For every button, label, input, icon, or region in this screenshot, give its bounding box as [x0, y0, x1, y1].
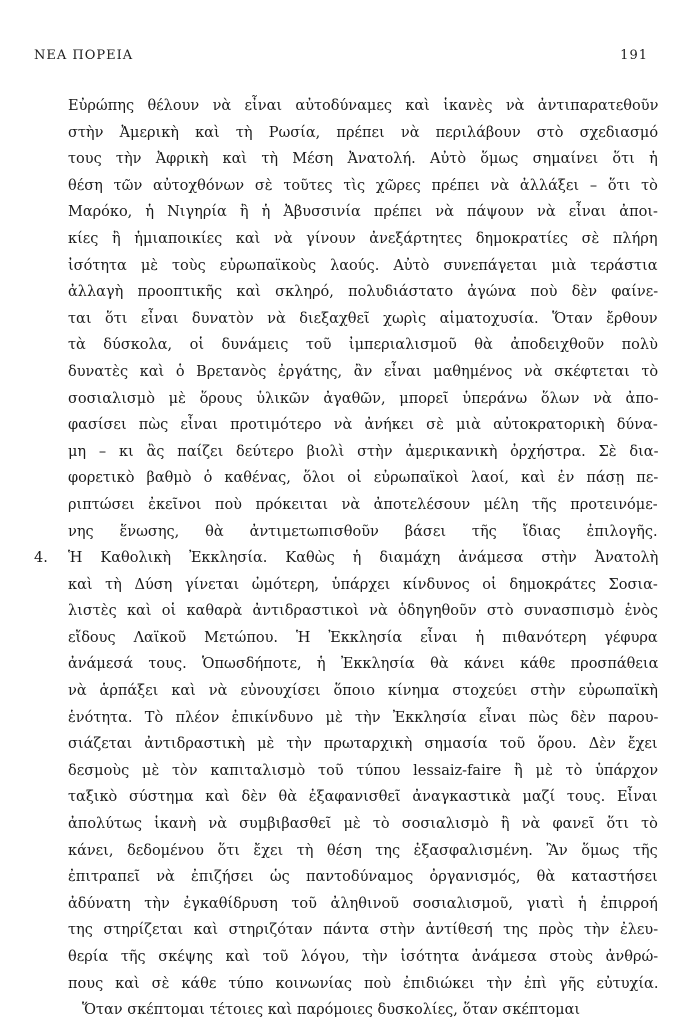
text-line: σοσιαλισμὸ μὲ ὅρους ὑλικῶν ἀγαθῶν, μπορεῖ ὑπεράνω ὅλων νὰ ἀπο-	[68, 390, 659, 407]
list-item-4	[34, 545, 659, 997]
text-line: τους τὴν Ἀφρικὴ καὶ τὴ Μέση Ἀνατολή. Αὐτὸ ὅμως σημαίνει ὅτι ἡ	[68, 151, 658, 168]
text-line: ται ὅτι εἶναι δυνατὸν νὰ διεξαχθεῖ χωρὶς αἱματοχυσία. Ὅταν ἔρθουν	[68, 310, 658, 327]
text-line: φασίσει πὼς εἶναι προτιμότερο νὰ ἀνήκει σὲ μιὰ αὐτοκρατορικὴ δύνα-	[68, 417, 658, 434]
text-line: ἀδύνατη τὴν ἐγκαθίδρυση τοῦ ἀληθινοῦ σοσιαλισμοῦ, γιατὶ ἡ ἐπιρροή	[68, 895, 658, 912]
text-line: δεσμοὺς μὲ τὸν καπιταλισμὸ τοῦ τύπου lessaiz-faire ἢ μὲ τὸ ὑπάρχον	[68, 762, 659, 779]
text-line: θερία τῆς σκέψης καὶ τοῦ λόγου, τὴν ἰσότητα ἀνάμεσα στοὺς ἀνθρώ-	[68, 949, 659, 965]
text-line: Εὐρώπης θέλουν νὰ εἶναι αὐτοδύναμες καὶ ἱκανὲς νὰ ἀντιπαρατεθοῦν	[68, 98, 659, 114]
text-line: θέση τῶν αὐτοχθόνων σὲ τοῦτες τὶς χῶρες πρέπει νὰ ἀλλάξει – ὅτι τὸ	[68, 177, 658, 194]
text-line: Ὅταν σκέπτομαι τέτοιες καὶ παρόμοιες δυσκολίες, ὅταν σκέπτομαι	[82, 1002, 581, 1019]
text-line: Μαρόκο, ἡ Νιγηρία ἢ ἡ Ἀβυσσινία πρέπει νὰ πάψουν νὰ εἶναι ἀποι-	[68, 204, 658, 221]
text-line: ἀνάμεσά τους. Ὁπωσδήποτε, ἡ Ἐκκλησία θὰ κάνει κάθε προσπάθεια	[68, 656, 659, 673]
running-header	[34, 48, 648, 63]
text-line: Ἡ Καθολικὴ Ἐκκλησία. Καθὼς ἡ διαμάχη ἀνάμεσα στὴν Ἀνατολὴ	[68, 550, 659, 567]
text-line: νὰ ἁρπάξει καὶ νὰ εὐνουχίσει ὅποιο κίνημα στοχεύει στὴν εὐρωπαϊκὴ	[68, 683, 658, 700]
text-line: ἰσότητα μὲ τοὺς εὐρωπαϊκοὺς λαούς. Αὐτὸ συνεπάγεται μιὰ τεράστια	[68, 257, 658, 274]
text-line: ἑνότητα. Τὸ πλέον ἐπικίνδυνο μὲ τὴν Ἐκκλησία εἶναι πὼς δὲν παρου-	[68, 709, 659, 726]
text-line: δυνατὲς καὶ ὁ Βρετανὸς ἐργάτης, ἂν εἶναι μαθημένος νὰ σκέφτεται τὸ	[68, 363, 659, 380]
text-line: νης ἕνωσης, θὰ ἀντιμετωπισθοῦν βάσει τῆς ἴδιας ἐπιλογῆς.	[68, 523, 658, 540]
text-line: μη – κι ἂς παίζει δεύτερο βιολὶ στὴν ἀμερικανικὴ ὀρχήστρα. Σὲ δια-	[68, 443, 659, 460]
text-line: κίες ἢ ἡμιαποικίες καὶ νὰ γίνουν ἀνεξάρτητες δημοκρατίες σὲ πλήρη	[68, 230, 658, 247]
text-line: φορετικὸ βαθμὸ ὁ καθένας, ὅλοι οἱ εὐρωπαϊκοὶ λαοί, καὶ ἐν πάσῃ πε-	[68, 470, 659, 487]
text-line: ταξικὸ σύστημα καὶ δὲν θὰ ἐξαφανισθεῖ ἀναγκαστικὰ μαζί τους. Εἶναι	[68, 789, 658, 806]
text-line: πους καὶ σὲ κάθε τύπο κοινωνίας ποὺ ἐπιδιώκει τὴν ἐπὶ γῆς εὐτυχία.	[68, 975, 659, 992]
text-line: στὴν Ἀμερικὴ καὶ τὴ Ρωσία, πρέπει νὰ περιλάβουν στὸ σχεδιασμό	[68, 124, 659, 141]
text-line: ἀλλαγὴ προοπτικῆς καὶ σκληρό, πολυδιάστατο ἀγώνα ποὺ δὲν φαίνε-	[68, 284, 659, 301]
text-line: ριπτώσει ἐκεῖνοι ποὺ πρόκειται νὰ ἀποτελέσουν μέλη τῆς προτεινόμε-	[68, 496, 658, 513]
text-line: κάνει, δεδομένου ὅτι ἔχει τὴ θέση της ἐξασφαλισμένη. Ἂν ὅμως τῆς	[68, 842, 658, 859]
text-line: ἐπιτραπεῖ νὰ ἐπιζήσει ὡς παντοδύναμος ὀργανισμός, θὰ καταστήσει	[68, 869, 658, 886]
text-line: ἀπολύτως ἱκανὴ νὰ συμβιβασθεῖ μὲ τὸ σοσιαλισμὸ ἢ νὰ φανεῖ ὅτι τὸ	[68, 816, 658, 833]
running-title: ΝΕΑ ΠΟΡΕΙΑ	[34, 48, 134, 63]
text-line: σιάζεται ἀντιδραστικὴ μὲ τὴν πρωταρχικὴ σημασία τοῦ ὅρου. Δὲν ἔχει	[68, 736, 658, 753]
body-text	[34, 93, 659, 1024]
text-line: τὰ δύσκολα, οἱ δυνάμεις τοῦ ἰμπεριαλισμοῦ θὰ ἀποδειχθοῦν πολὺ	[68, 337, 658, 354]
text-line: της στηρίζεται καὶ στηριζόταν πάντα στὴν ἀντίθεσή της πρὸς τὴν ἐλευ-	[68, 922, 659, 939]
page-number: 191	[620, 48, 648, 63]
text-line: λιστὲς καὶ οἱ καθαρὰ ἀντιδραστικοὶ νὰ ὁδηγηθοῦν στὸ συνασπισμὸ ἑνὸς	[68, 603, 659, 620]
list-item-number: 4.	[34, 550, 48, 567]
text-line: καὶ τὴ Δύση γίνεται ὠμότερη, ὑπάρχει κίνδυνος οἱ δημοκράτες Σοσια-	[68, 576, 658, 593]
text-line: εἴδους Λαϊκοῦ Μετώπου. Ἡ Ἐκκλησία εἶναι ἡ πιθανότερη γέφυρα	[68, 629, 658, 646]
